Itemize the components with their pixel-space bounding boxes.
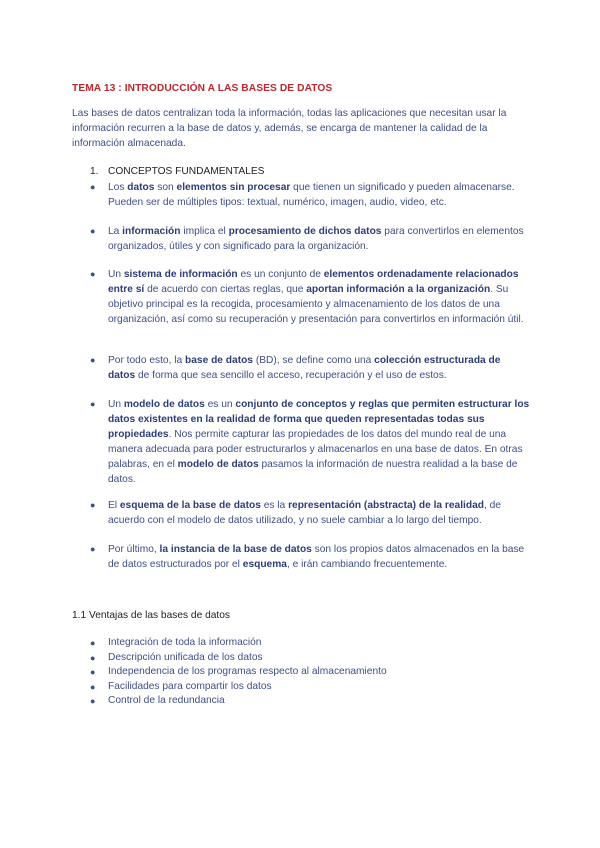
advantage-text: Descripción unificada de los datos <box>108 651 263 663</box>
concept-bullet <box>90 542 530 572</box>
bold-term: aportan información a la organización <box>306 284 491 295</box>
advantage-item <box>90 651 387 666</box>
bullet-dot-icon: ● <box>90 500 96 510</box>
advantage-item <box>90 665 387 680</box>
text-run: La <box>108 226 123 237</box>
bullet-dot-icon: ● <box>90 638 96 648</box>
advantage-text: Independencia de los programas respecto al almacenamiento <box>108 666 387 677</box>
section-number: 1. <box>90 166 99 177</box>
concept-bullet <box>90 267 530 327</box>
text-run: . Su objetivo principal es la recogida, procesamiento y almacenamiento de los datos de una organización, así como su recuperación y presentación para convertirlos en información útil. <box>108 284 524 325</box>
bold-term: datos <box>127 182 155 193</box>
text-run: de acuerdo con ciertas reglas, que <box>144 284 307 295</box>
bullet-text <box>108 224 530 254</box>
concept-bullet <box>90 498 530 528</box>
bullet-dot-icon: ● <box>90 681 96 692</box>
bullet-dot-icon: ● <box>90 544 96 554</box>
subsection-heading: 1.1 Ventajas de las bases de datos <box>72 610 231 621</box>
bullet-dot-icon: ● <box>90 652 96 663</box>
advantage-item <box>90 694 387 709</box>
concept-bullet <box>90 180 530 210</box>
text-run: Por último, <box>108 544 160 555</box>
text-run: , de acuerdo con el modelo de datos utilizado, y no suele cambiar a lo largo del tiempo. <box>108 500 501 526</box>
concept-bullet <box>90 224 530 254</box>
text-run: Por todo esto, la <box>108 355 186 366</box>
text-run: son <box>154 182 177 193</box>
bold-term: sistema de información <box>123 269 238 280</box>
bold-term: elementos sin procesar <box>176 182 291 193</box>
concept-bullet <box>90 353 530 383</box>
bullet-dot-icon: ● <box>90 226 96 236</box>
bold-term: la instancia de la base de datos <box>159 544 312 555</box>
bold-term: procesamiento de dichos datos <box>228 226 382 237</box>
text-run: . Nos permite capturar las propiedades de los datos del mundo real de una manera adecuada para poder estructurarlos y almacenarlos en una base de datos. En otras palabras, en el <box>108 429 523 470</box>
text-run: Un <box>108 269 124 280</box>
text-run: son los propios datos almacenados en la base de datos estructurados por el <box>108 544 525 570</box>
page-title: TEMA 13 : INTRODUCCIÓN A LAS BASES DE DATOS <box>72 83 333 94</box>
bullet-dot-icon: ● <box>90 667 96 677</box>
text-run: pasamos la información de nuestra realidad a la base de datos. <box>108 459 518 485</box>
text-run: es la <box>260 500 289 511</box>
bullet-text <box>108 267 530 327</box>
advantages-list <box>90 636 387 709</box>
intro-paragraph: Las bases de datos centralizan toda la información, todas las aplicaciones que necesitan usar la información recurren a la base de datos y, además, se encarga de mantener la calidad de la información almacenada. <box>72 108 507 149</box>
text-run: El <box>108 500 120 511</box>
bold-term: base de datos <box>185 355 253 366</box>
text-run: para convertirlos en elementos organizados, útiles y con significado para la organización. <box>108 226 524 252</box>
bullet-text <box>108 353 530 383</box>
advantage-text: Control de la redundancia <box>108 695 225 706</box>
text-run: es un <box>204 399 236 410</box>
text-run: Los <box>108 182 128 193</box>
bullet-text <box>108 542 530 572</box>
text-run: que tienen un significado y pueden almacenarse. Pueden ser de múltiples tipos: textual, numérico, imagen, audio, video, etc. <box>108 182 515 208</box>
text-run: de forma que sea sencillo el acceso, recuperación y el uso de estos. <box>135 370 447 381</box>
text-run: Un <box>108 399 124 410</box>
bold-term: modelo de datos <box>177 459 259 470</box>
advantage-text: Facilidades para compartir los datos <box>108 680 272 692</box>
section-heading-text: CONCEPTOS FUNDAMENTALES <box>108 166 265 177</box>
advantage-item <box>90 680 387 695</box>
bullet-dot-icon: ● <box>90 269 96 279</box>
advantage-text: Integración de toda la información <box>108 637 262 648</box>
bold-term: esquema de la base de datos <box>119 500 261 511</box>
bold-term: representación (abstracta) de la realidad <box>288 500 484 511</box>
section-heading <box>90 166 264 177</box>
bold-term: conjunto de conceptos y reglas que permiten estructurar los datos existentes en la realidad de forma que queden representadas todas sus propiedades <box>108 399 530 440</box>
bold-term: colección estructurada de datos <box>108 355 501 381</box>
text-run: es un conjunto de <box>237 269 324 280</box>
text-run: implica el <box>180 226 229 237</box>
concept-bullet <box>90 397 530 487</box>
bullet-dot-icon: ● <box>90 182 96 192</box>
advantage-item <box>90 636 387 651</box>
bold-term: modelo de datos <box>123 399 205 410</box>
text-run: (BD), se define como una <box>252 355 375 366</box>
bold-term: esquema <box>242 559 287 570</box>
bold-term: información <box>122 226 181 237</box>
bullet-text <box>108 498 530 528</box>
bullet-dot-icon: ● <box>90 696 96 706</box>
bullet-dot-icon: ● <box>90 399 96 409</box>
text-run: , e irán cambiando frecuentemente. <box>286 559 448 570</box>
bullet-text <box>108 180 530 210</box>
bold-term: elementos ordenadamente relacionados entre sí <box>108 269 519 295</box>
bullet-dot-icon: ● <box>90 355 96 365</box>
bullet-text <box>108 397 530 487</box>
